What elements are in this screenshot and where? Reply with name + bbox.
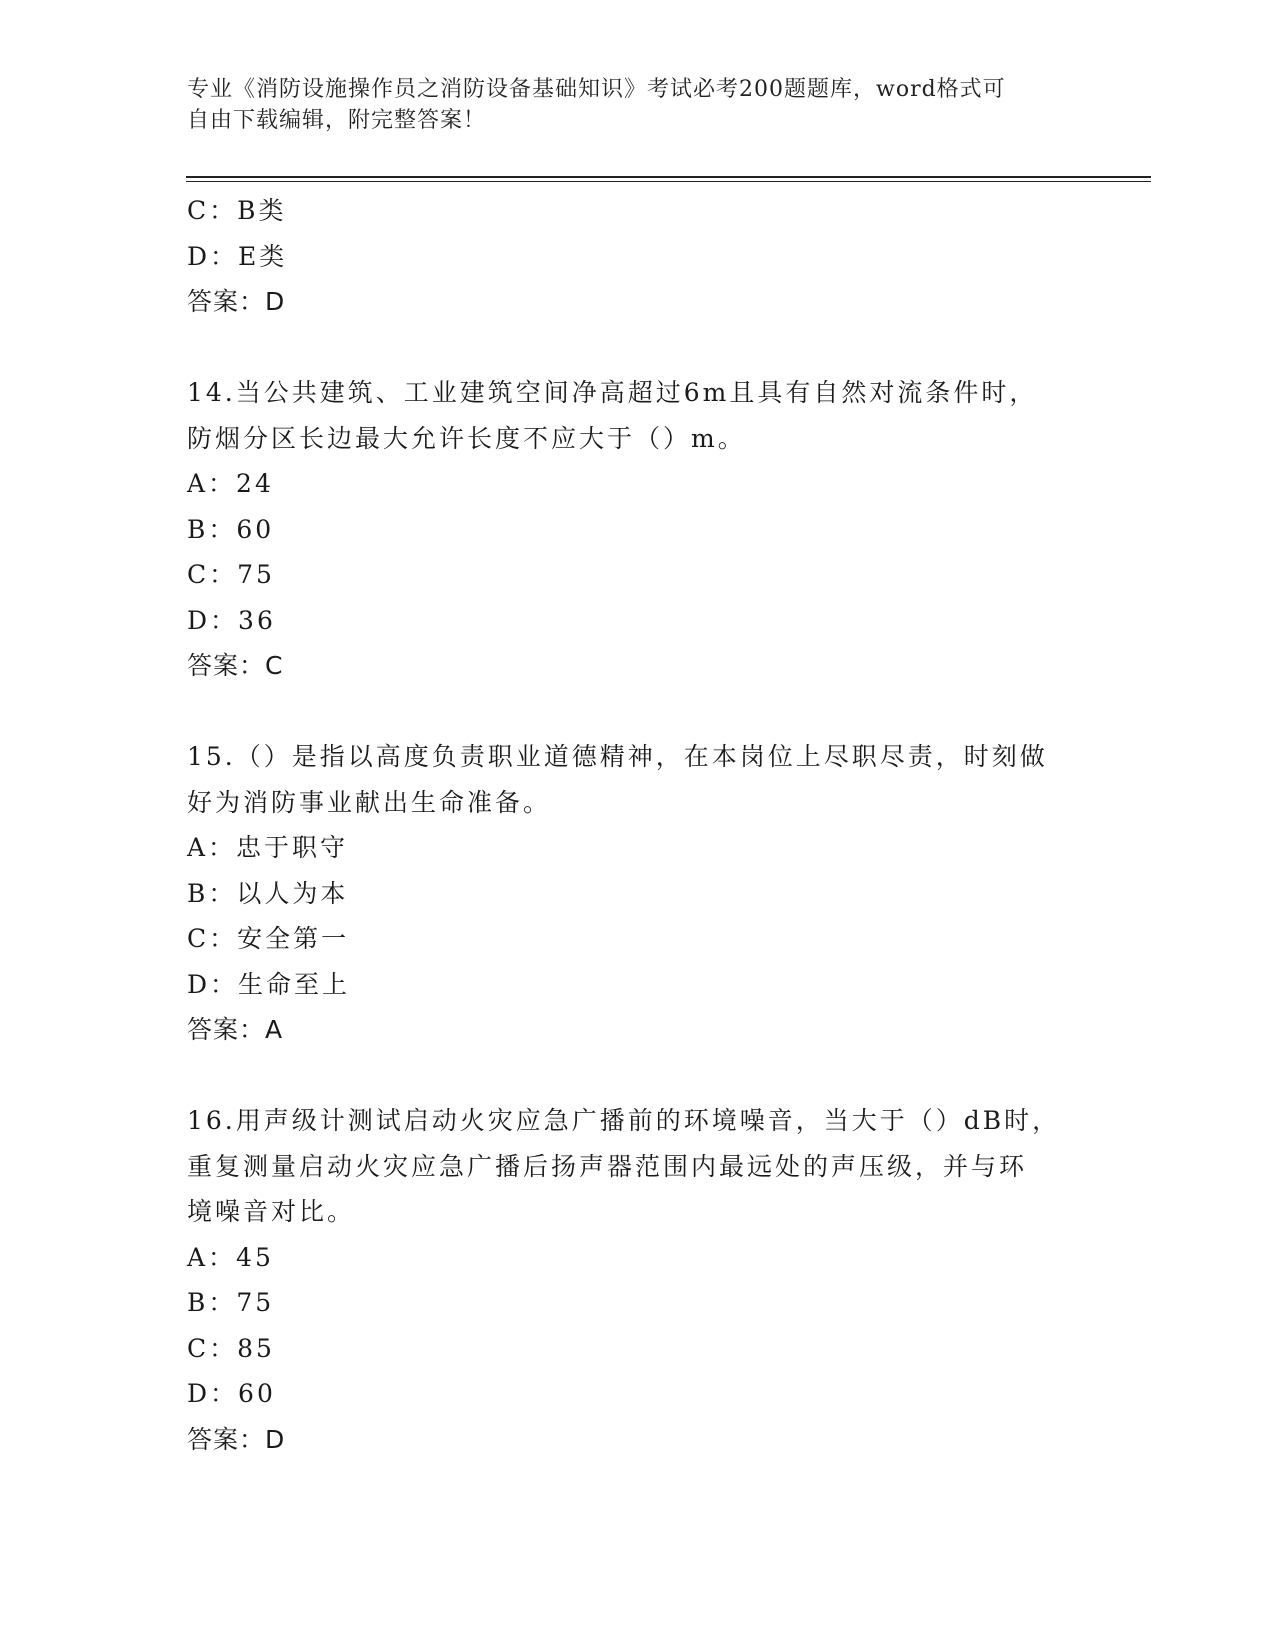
option-d: D：生命至上 <box>187 969 351 999</box>
question-14 <box>187 370 1087 689</box>
option-a: A：24 <box>187 469 274 498</box>
spacer <box>187 689 1087 735</box>
question-text-line: 境噪音对比。 <box>187 1197 356 1226</box>
option-a: A：忠于职守 <box>187 833 349 862</box>
question-16 <box>187 1098 1087 1462</box>
question-text-line: 防烟分区长边最大允许长度不应大于（）m。 <box>187 423 746 453</box>
header-rule-top <box>186 176 1151 178</box>
option-d: D：36 <box>187 605 276 635</box>
question-text-line: 15.（）是指以高度负责职业道德精神，在本岗位上尽职尽责，时刻做 <box>187 742 1048 771</box>
option-c: C：75 <box>187 560 275 589</box>
question-15 <box>187 734 1087 1053</box>
spacer <box>187 325 1087 371</box>
option-c: C：85 <box>187 1333 275 1363</box>
question-list <box>187 188 1087 1462</box>
option-a: A：45 <box>187 1242 274 1272</box>
header-rule-bottom <box>186 181 1151 182</box>
option-b: B：75 <box>187 1288 275 1317</box>
answer-line: 答案：D <box>187 287 286 316</box>
answer-line: 答案：D <box>187 1424 286 1454</box>
header-line-1: 专业《消防设施操作员之消防设备基础知识》考试必考200题题库，word格式可 <box>187 77 1006 102</box>
option-c: C：B类 <box>187 196 287 225</box>
document-header <box>187 74 1067 136</box>
question-text-line: 重复测量启动火灾应急广播后扬声器范围内最远处的声压级，并与环 <box>187 1151 1028 1181</box>
question-text-line: 好为消防事业献出生命准备。 <box>187 787 552 817</box>
header-line-2: 自由下载编辑，附完整答案！ <box>187 108 487 133</box>
option-c: C：安全第一 <box>187 924 350 953</box>
option-d: D：E类 <box>187 241 288 271</box>
answer-line: 答案：C <box>187 651 284 680</box>
spacer <box>187 1053 1087 1099</box>
answer-line: 答案：A <box>187 1015 284 1044</box>
question-13-continued <box>187 188 1087 325</box>
option-d: D：60 <box>187 1379 276 1408</box>
question-text-line: 14.当公共建筑、工业建筑空间净高超过6m且具有自然对流条件时， <box>187 378 1038 407</box>
question-text-line: 16.用声级计测试启动火灾应急广播前的环境噪音，当大于（）dB时， <box>187 1106 1061 1135</box>
option-b: B：以人为本 <box>187 878 349 908</box>
option-b: B：60 <box>187 514 275 544</box>
